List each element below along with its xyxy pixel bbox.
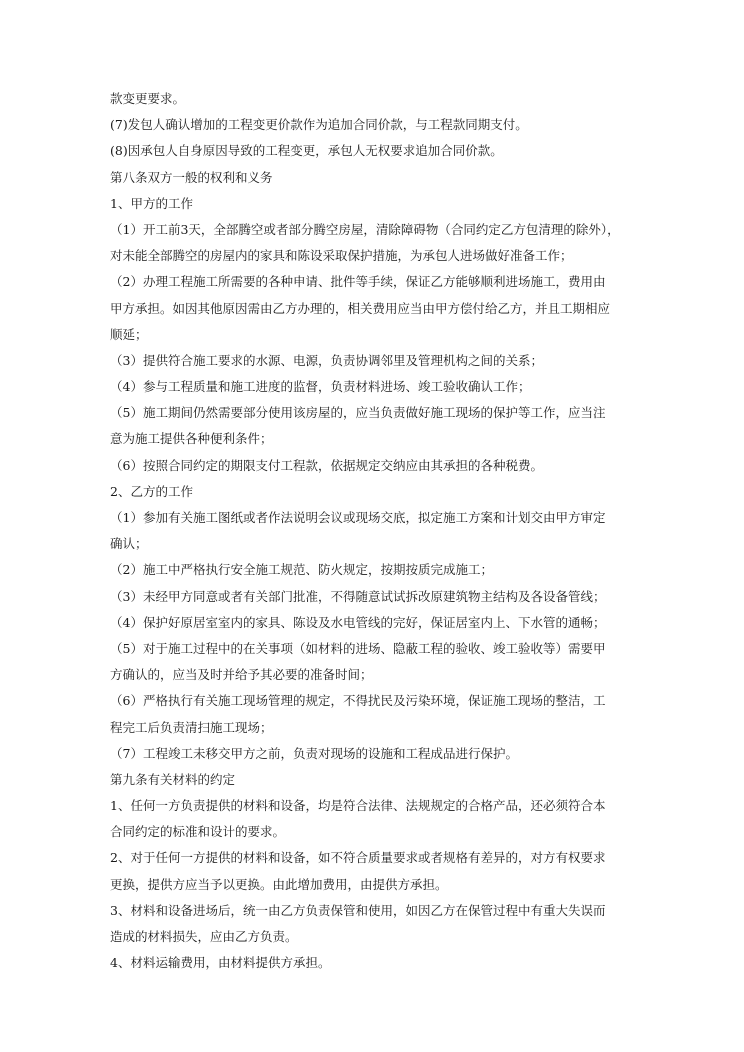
- text-line: 意为施工提供各种便利条件；: [110, 431, 273, 447]
- text-line: (7)发包人确认增加的工程变更价款作为追加合同价款，与工程款同期支付。: [110, 117, 528, 133]
- text-line: （7）工程竣工未移交甲方之前，负责对现场的设施和工程成品进行保护。: [110, 745, 518, 761]
- section-heading: 第九条有关材料的约定: [110, 771, 236, 787]
- text-line: 甲方承担。如因其他原因需由乙方办理的，相关费用应当由甲方偿付给乙方，并且工期相应: [110, 300, 611, 316]
- section-heading: 第八条双方一般的权利和义务: [110, 169, 273, 185]
- text-line: （4）保护好原居室室内的家具、陈设及水电管线的完好，保证居室内上、下水管的通畅；: [110, 614, 606, 630]
- text-line: （3）未经甲方同意或者有关部门批准，不得随意试试拆改原建筑物主结构及各设备管线；: [110, 588, 606, 604]
- text-line: （6）严格执行有关施工现场管理的规定，不得扰民及污染环境，保证施工现场的整洁，工: [110, 693, 606, 709]
- document-body: [110, 86, 638, 976]
- text-line: 合同约定的标准和设计的要求。: [110, 824, 286, 840]
- text-line: 3、材料和设备进场后，统一由乙方负责保管和使用，如因乙方在保管过程中有重大失误而: [110, 902, 606, 918]
- text-line: 程完工后负责清扫施工现场；: [110, 719, 273, 735]
- text-line: 1、任何一方负责提供的材料和设备，均是符合法律、法规规定的合格产品，还必须符合本: [110, 798, 606, 814]
- subsection-heading: 1、甲方的工作: [110, 195, 193, 211]
- text-line: 对未能全部腾空的房屋内的家具和陈设采取保护措施，为承包人进场做好准备工作；: [110, 248, 573, 264]
- text-line: 确认；: [110, 536, 148, 552]
- text-line: 4、材料运输费用，由材料提供方承担。: [110, 955, 331, 971]
- text-line: 2、对于任何一方提供的材料和设备，如不符合质量要求或者规格有差异的，对方有权要求: [110, 850, 606, 866]
- text-line: （4）参与工程质量和施工进度的监督，负责材料进场、竣工验收确认工作；: [110, 379, 531, 395]
- text-line: （1）参加有关施工图纸或者作法说明会议或现场交底，拟定施工方案和计划交由甲方审定: [110, 510, 606, 525]
- text-line: 更换，提供方应当予以更换。由此增加费用，由提供方承担。: [110, 876, 448, 892]
- text-line: (8)因承包人自身原因导致的工程变更，承包人无权要求追加合同价款。: [110, 143, 503, 159]
- text-line: （6）按照合同约定的期限支付工程款，依据规定交纳应由其承担的各种税费。: [110, 457, 543, 473]
- text-line: 方确认的，应当及时并给予其必要的准备时间；: [110, 667, 373, 683]
- text-line: （5）对于施工过程中的在关事项（如材料的进场、隐蔽工程的验收、竣工验收等）需要甲: [110, 640, 606, 656]
- text-line: （2）办理工程施工所需要的各种申请、批件等手续，保证乙方能够顺利进场施工，费用由: [110, 274, 606, 290]
- subsection-heading: 2、乙方的工作: [110, 483, 193, 499]
- text-line: 款变更要求。: [110, 91, 186, 106]
- text-line: （2）施工中严格执行安全施工规范、防火规定，按期按质完成施工；: [110, 562, 493, 578]
- text-line: 造成的材料损失，应由乙方负责。: [110, 929, 298, 944]
- text-line: （3）提供符合施工要求的水源、电源，负责协调邻里及管理机构之间的关系；: [110, 352, 543, 368]
- text-line: 顺延；: [110, 326, 148, 342]
- text-line: （5）施工期间仍然需要部分使用该房屋的，应当负责做好施工现场的保护等工作，应当注: [110, 405, 606, 421]
- text-line: （1）开工前3天，全部腾空或者部分腾空房屋，清除障碍物（合同约定乙方包清理的除外），: [110, 221, 620, 237]
